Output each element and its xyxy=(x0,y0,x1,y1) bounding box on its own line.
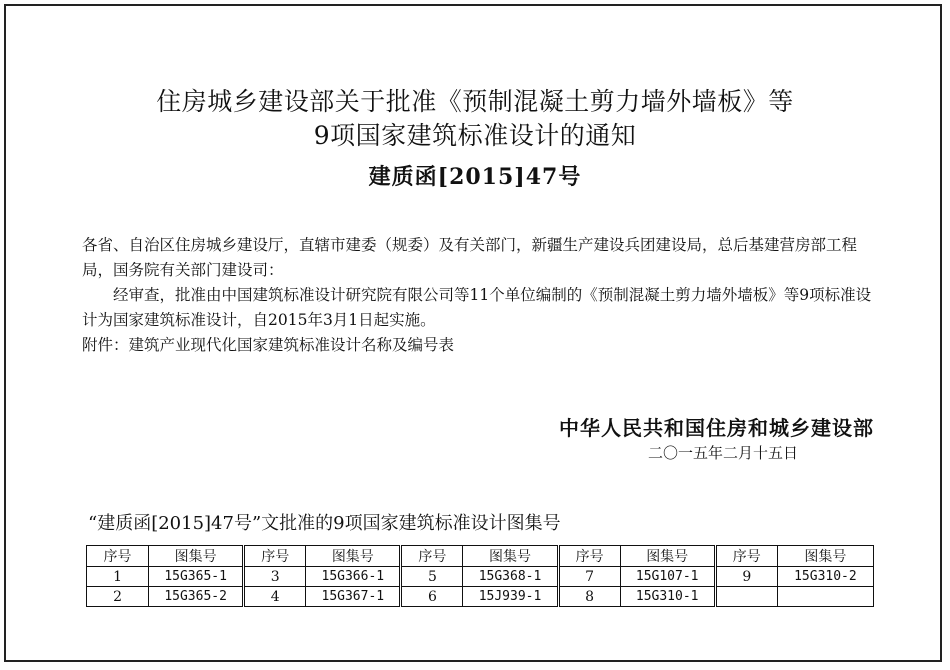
header-code: 图集号 xyxy=(463,546,558,567)
notice-title-line-1: 住房城乡建设部关于批准《预制混凝土剪力墙外墙板》等 xyxy=(156,87,794,116)
header-seq: 序号 xyxy=(558,546,620,567)
header-seq: 序号 xyxy=(87,546,149,567)
seq-cell: 5 xyxy=(401,567,463,587)
table-row xyxy=(87,567,874,587)
main-text: 经审查，批准由中国建筑标准设计研究院有限公司等11个单位编制的《预制混凝土剪力墙外墙板》等9项标准设计为国家建筑标准设计，自2015年3月1日起实施。 xyxy=(82,286,872,329)
seq-cell xyxy=(715,587,777,607)
seq-cell: 1 xyxy=(87,567,149,587)
code-cell xyxy=(777,587,873,607)
issuing-authority: 中华人民共和国住房和城乡建设部 xyxy=(559,416,874,440)
code-cell: 15G310-2 xyxy=(777,567,873,587)
code-cell: 15J939-1 xyxy=(463,587,558,607)
code-cell: 15G365-2 xyxy=(149,587,244,607)
code-cell: 15G366-1 xyxy=(306,567,401,587)
header-code: 图集号 xyxy=(306,546,401,567)
header-code: 图集号 xyxy=(777,546,873,567)
header-seq: 序号 xyxy=(401,546,463,567)
header-code: 图集号 xyxy=(620,546,715,567)
header-seq: 序号 xyxy=(715,546,777,567)
addressees: 各省、自治区住房城乡建设厅，直辖市建委（规委）及有关部门，新疆生产建设兵团建设局，总后基建营房部工程局，国务院有关部门建设司： xyxy=(82,236,858,279)
header-seq: 序号 xyxy=(244,546,306,567)
seq-cell: 4 xyxy=(244,587,306,607)
notice-title-line-2: 9项国家建筑标准设计的通知 xyxy=(313,121,637,150)
table-row xyxy=(87,587,874,607)
code-cell: 15G365-1 xyxy=(149,567,244,587)
seq-cell: 6 xyxy=(401,587,463,607)
header-code: 图集号 xyxy=(149,546,244,567)
code-cell: 15G367-1 xyxy=(306,587,401,607)
attachment-note: 附件：建筑产业现代化国家建筑标准设计名称及编号表 xyxy=(82,336,455,354)
table-header-row xyxy=(87,546,874,567)
issue-date: 二〇一五年二月十五日 xyxy=(647,444,798,462)
code-cell: 15G368-1 xyxy=(463,567,558,587)
document-number: 建质函[2015]47号 xyxy=(368,164,582,190)
seq-cell: 7 xyxy=(558,567,620,587)
atlas-number-table xyxy=(86,545,874,607)
seq-cell: 9 xyxy=(715,567,777,587)
seq-cell: 2 xyxy=(87,587,149,607)
code-cell: 15G310-1 xyxy=(620,587,715,607)
seq-cell: 8 xyxy=(558,587,620,607)
table-caption: “建质函[2015]47号”文批准的9项国家建筑标准设计图集号 xyxy=(88,513,561,534)
seq-cell: 3 xyxy=(244,567,306,587)
code-cell: 15G107-1 xyxy=(620,567,715,587)
